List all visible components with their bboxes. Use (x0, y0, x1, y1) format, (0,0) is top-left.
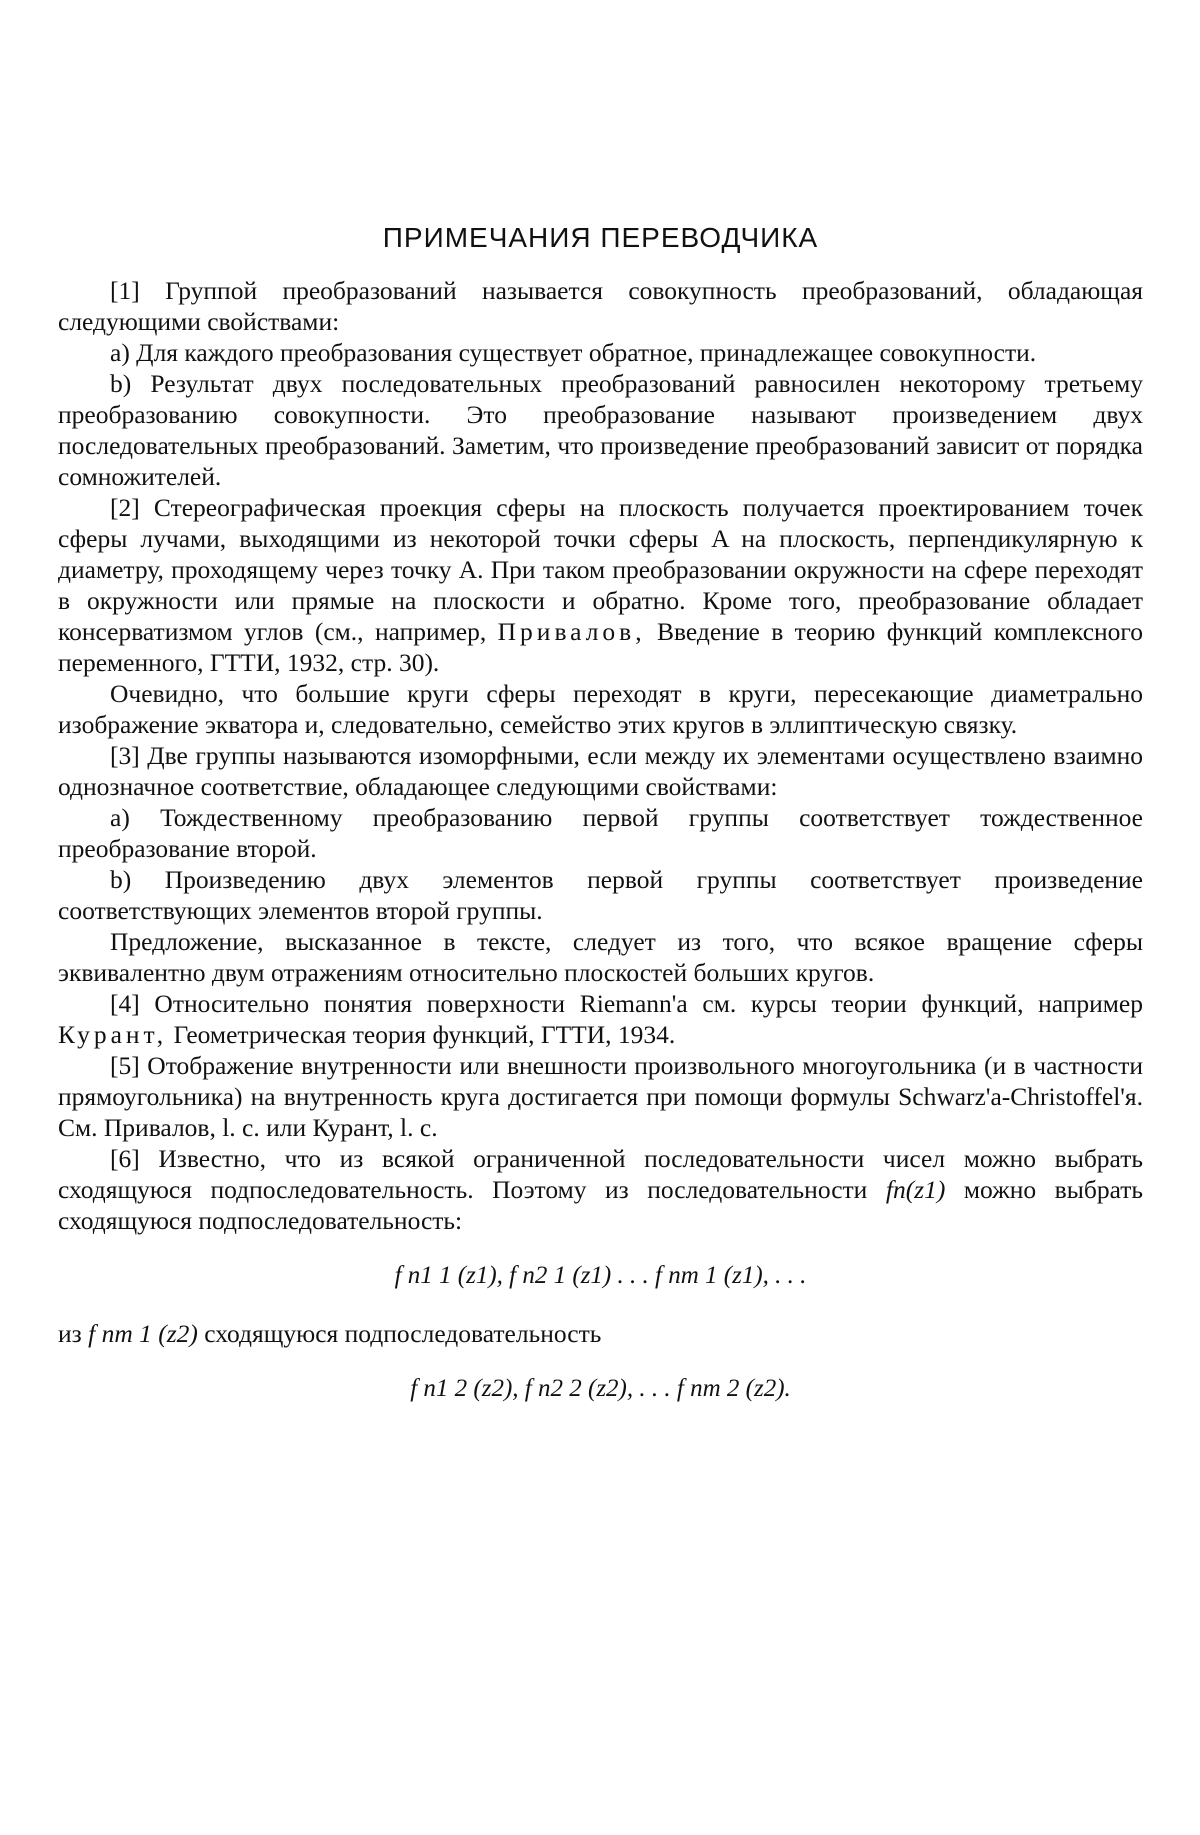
note-3-paragraph-2: Предложение, высказанное в тексте, следует из того, что всякое вращение сферы эквивалентно двум отражениям относительно плоскостей больших кругов. (58, 927, 1143, 987)
note-4-author: Курант, (58, 1020, 168, 1049)
note-3-item-b: b) Произведению двух элементов первой группы соответствует произведение соответствующих элементов второй группы. (58, 865, 1143, 925)
note-4-paragraph (58, 988, 1143, 1050)
note-2-text-part1: [2] Стереографическая проекция сферы на плоскость получается проектированием точек сферы лучами, выходящими из некоторой точки сферы A на плоскость, перпендикулярную к диаметру, проходящему через точку A. При таком преобразовании окружности на сфере переходят в окружности или прямые на плоскости и обратно. Кроме того, преобразование обладает консерватизмом углов (см., например, (58, 493, 1143, 646)
note-6-text-2: можно выбрать сходящуюся подпоследовательность: (58, 1175, 1144, 1235)
page-title: ПРИМЕЧАНИЯ ПЕРЕВОДЧИКА (382, 222, 819, 253)
note-1-intro: [1] Группой преобразований называется совокупность преобразований, обладающая следующими свойствами: (58, 276, 1143, 336)
formula-sequence-1: f n1 1 (z1), f n2 1 (z1) . . . f nm 1 (z1), . . . (394, 1262, 807, 1289)
note-6-from-line (58, 1318, 1143, 1349)
note-6-from-suffix: сходящуюся подпоследовательность (204, 1319, 602, 1348)
note-4-text-part1: [4] Относительно понятия поверхности Riemann'a см. курсы теории функций, например (110, 989, 1143, 1018)
note-6-inline-formula: fn(z1) (885, 1175, 946, 1204)
note-6-text: [6] Известно, что из всякой ограниченной последовательности чисел можно выбрать сходящуюся подпоследовательность. Поэтому из последовательности (58, 1144, 1143, 1204)
formula-sequence-2: f n1 2 (z2), f n2 2 (z2), . . . f nm 2 (z2). (410, 1375, 791, 1402)
note-6-from-expr: f nm 1 (z2) (88, 1319, 198, 1348)
document-page (58, 222, 1143, 1431)
note-2-text-part2: Введение в теорию функций комплексного переменного, ГТТИ, 1932, стр. 30). (58, 617, 1144, 677)
note-4-text-part2: Геометрическая теория функций, ГТТИ, 1934. (173, 1020, 676, 1049)
note-2-paragraph (58, 492, 1143, 678)
note-3-intro: [3] Две группы называются изоморфными, если между их элементами осуществлено взаимно однозначное соответствие, обладающее следующими свойствами: (58, 741, 1143, 801)
note-2-author: Привалов, (497, 617, 646, 646)
note-5-paragraph: [5] Отображение внутренности или внешности произвольного многоугольника (и в частности прямоугольника) на внутренность круга достигается при помощи формулы Schwarz'a-Christoffel'я. См. Привалов, l. c. или Курант, l. c. (58, 1051, 1143, 1142)
note-1-item-b: b) Результат двух последовательных преобразований равносилен некоторому третьему преобразованию совокупности. Это преобразование называют произведением двух последовательных преобразований. Заметим, что произведение преобразований зависит от порядка сомножителей. (58, 369, 1143, 491)
note-2-paragraph-2: Очевидно, что большие круги сферы переходят в круги, пересекающие диаметрально изображение экватора и, следовательно, семейство этих кругов в эллиптическую связку. (58, 679, 1143, 739)
note-1-item-a: a) Для каждого преобразования существует обратное, принадлежащее совокупности. (110, 338, 1037, 367)
note-6-paragraph (58, 1143, 1143, 1236)
note-3-item-a: a) Тождественному преобразованию первой группы соответствует тождественное преобразование второй. (58, 803, 1143, 863)
note-6-from-prefix: из (58, 1319, 82, 1348)
